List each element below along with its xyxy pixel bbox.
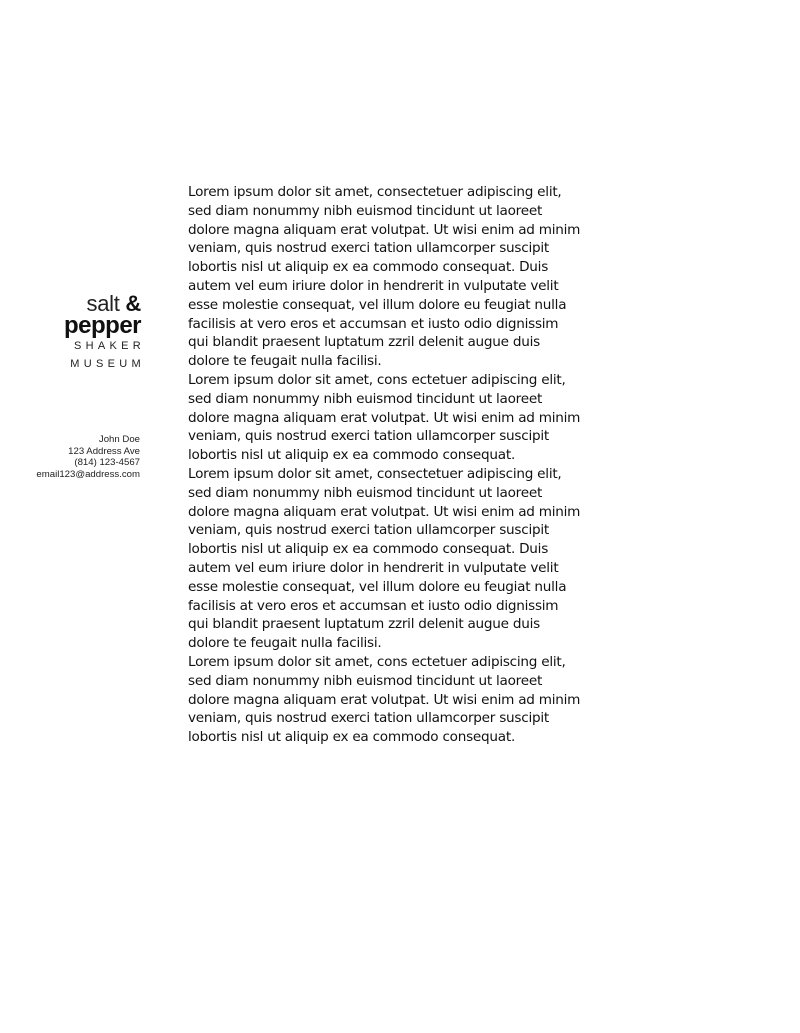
contact-name: John Doe: [98, 434, 140, 445]
contact-phone: (814) 123-4567: [74, 457, 140, 469]
body-paragraph-2: Lorem ipsum dolor sit amet, cons ectetuer adipiscing elit, sed diam nonummy nibh euismod tincidunt ut laoreet dolore magna aliquam erat volutpat. Ut wisi enim ad minim veniam, quis nostrud exerci tation ullamcorper suscipit lobortis nisl ut aliquip ex ea commodo consequat.: [188, 371, 581, 464]
body-paragraph-1: Lorem ipsum dolor sit amet, consectetuer adipiscing elit, sed diam nonummy nibh euismod tincidunt ut laoreet dolore magna aliquam erat volutpat. Ut wisi enim ad minim veniam, quis nostrud exerci tation ullamcorper suscipit lobortis nisl ut aliquip ex ea commodo consequat. Duis autem vel eum iriure dolor in hendrerit in vulputate velit esse molestie consequat, vel illum dolore eu feugiat nulla facilisis at vero eros et accumsan et iusto odio dignissim qui blandit praesent luptatum zzril delenit augue duis dolore te feugait nulla facilisi.: [188, 184, 581, 370]
contact-address: 123 Address Ave: [68, 445, 140, 457]
logo-word-museum: MUSEUM: [70, 358, 145, 370]
body-paragraph-4: Lorem ipsum dolor sit amet, cons ectetuer adipiscing elit, sed diam nonummy nibh euismod tincidunt ut laoreet dolore magna aliquam erat volutpat. Ut wisi enim ad minim veniam, quis nostrud exerci tation ullamcorper suscipit lobortis nisl ut aliquip ex ea commodo consequat.: [188, 653, 581, 746]
museum-logo: [63, 291, 145, 373]
logo-word-pepper: pepper: [63, 312, 141, 339]
body-paragraph-3: Lorem ipsum dolor sit amet, consectetuer adipiscing elit, sed diam nonummy nibh euismod tincidunt ut laoreet dolore magna aliquam erat volutpat. Ut wisi enim ad minim veniam, quis nostrud exerci tation ullamcorper suscipit lobortis nisl ut aliquip ex ea commodo consequat. Duis autem vel eum iriure dolor in hendrerit in vulputate velit esse molestie consequat, vel illum dolore eu feugiat nulla facilisis at vero eros et accumsan et iusto odio dignissim qui blandit praesent luptatum zzril delenit augue duis dolore te feugait nulla facilisi.: [188, 465, 581, 652]
letter-body: [188, 183, 628, 747]
logo-word-salt: salt: [86, 291, 120, 316]
logo-ampersand: &: [125, 291, 141, 316]
logo-word-shaker: SHAKER: [73, 340, 145, 352]
contact-email: email123@address.com: [36, 469, 140, 481]
contact-block: [36, 434, 140, 481]
